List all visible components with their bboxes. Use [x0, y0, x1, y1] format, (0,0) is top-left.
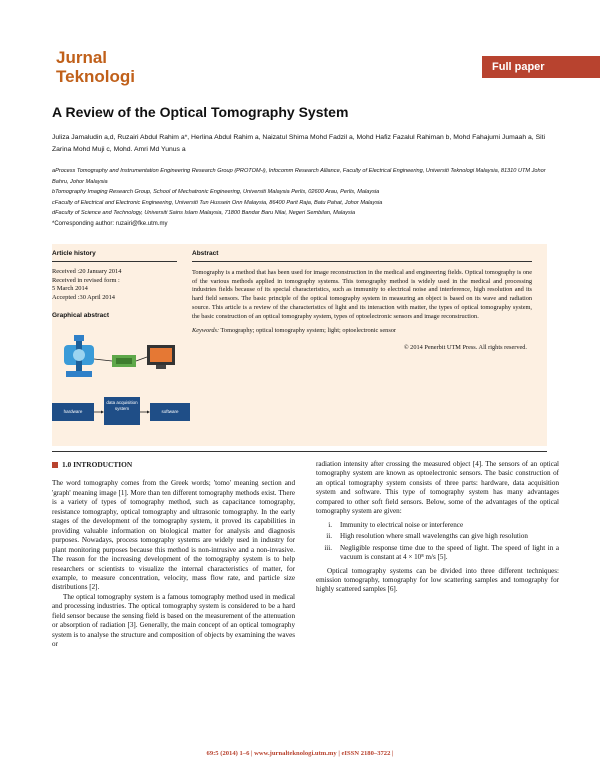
- keywords: [192, 327, 532, 334]
- intro-paragraph-4: Optical tomography systems can be divided into three different techniques: emission tomography, tomography for low scattering samples and tomography for highly scattered samples [6].: [316, 566, 559, 594]
- article-info-column: [52, 250, 177, 445]
- history-heading: Article history: [52, 250, 96, 257]
- revised-date: 5 March 2014: [52, 285, 88, 293]
- paper-title: A Review of the Optical Tomography System: [52, 104, 349, 120]
- affiliation-c: cFaculty of Electrical and Electronic Engineering, Universiti Tun Hussein Onn Malaysia, 86400 Parit Raja, Batu Pahat, Johor Malaysia: [52, 199, 383, 206]
- intro-paragraph-2: The optical tomography system is a famous tomography method used in medical and processing industries. The optical tomography system is considered to be a hard field sensor because the sensing field is based on the measurement of the attenuation or absorption of radiation [3]. Generally, the main concept of an optical tomography system is to analyse the structure and composition of objects by examining the waves or: [52, 592, 295, 649]
- keywords-list: Tomography; optical tomography system; light; optoelectronic sensor: [219, 327, 397, 335]
- author-list: Juliza Jamaludin a,d, Ruzairi Abdul Rahim a*, Herlina Abdul Rahim a, Naizatul Shima Mohd Fadzil a, Mohd Hafiz Fazalul Rahiman b, Mohd Fahajumi Jumaah a, Siti Zarina Mohd Muji c, Mohd. Amri Md Yunus a: [52, 134, 546, 153]
- intro-paragraph-3: radiation intensity after crossing the measured object [4]. The sensors of an optical tomography system are known as optoelectronic sensors. The basic construction of an optical tomography system consists of three parts: hardware, data acquisition system and software. This type of tomography system has many advantages compared to other soft field sensors. Below, some of the advantages of the optical tomography system are given:: [316, 460, 559, 516]
- article-history: [52, 268, 177, 302]
- data-acquisition-box: data acquisition system: [104, 397, 140, 425]
- abstract-section: [192, 250, 532, 351]
- list-number: iii.: [324, 543, 332, 552]
- list-number: i.: [328, 520, 332, 529]
- hardware-box: hardware: [52, 403, 94, 421]
- connector-line: [94, 359, 112, 361]
- heading-marker: [52, 462, 58, 468]
- list-item: [316, 532, 559, 541]
- divider: [52, 261, 177, 262]
- list-item: [316, 544, 559, 563]
- affiliation-a: aProcess Tomography and Instrumentation Engineering Research Group (PROTOM-i), Infocomm Research Alliance, Faculty of Electrical Engineering, Universiti Teknologi Malaysia, 81310 UTM Johor Bahru, Johor Malaysia: [52, 168, 546, 185]
- copyright-notice: © 2014 Penerbit UTM Press. All rights reserved.: [403, 344, 527, 352]
- list-text: Negligible response time due to the speed of light. The speed of light in a vacuum is constant at 4 × 10⁸ m/s [5].: [340, 543, 559, 562]
- received-date: Received :20 January 2014: [52, 268, 122, 275]
- section-heading: [52, 460, 295, 469]
- list-text: High resolution where small wavelengths can give high resolution: [340, 532, 528, 541]
- affiliations: [52, 166, 552, 219]
- revised-label: Received in revised form :: [52, 276, 120, 284]
- list-text: Immunity to electrical noise or interference: [340, 520, 464, 529]
- body-column-right: [316, 460, 559, 595]
- accepted-date: Accepted :30 April 2014: [52, 293, 116, 301]
- list-number: ii.: [326, 532, 332, 541]
- abstract-heading: Abstract: [192, 250, 219, 257]
- tomography-setup-illustration: [52, 327, 192, 397]
- affiliation-b: bTomography Imaging Research Group, School of Mechatronic Engineering, Universiti Malaysia Perlis, 02600 Arau, Perlis, Malaysia: [52, 189, 380, 195]
- abstract-text: Tomography is a method that has been used for image reconstruction in the medical and engineering fields. Optical tomography is one of the various methods applied in tomography systems. This tomography method is widely used in the medical and processing industries fields because of its special characteristics, such as immunity to electrical noise and interference, high resolution and its hard field sensors. The basic principle of the optical tomography system in measuring an object is based on its wave and radiation source. This article is a review of the characteristics of light and its interaction with matter, the types of optical tomography system, the basic construction of an optical tomography system, types of optoelectronic sensors and image reconstruction.: [192, 269, 532, 320]
- sensor-rig-icon: [64, 335, 94, 377]
- page-footer: 69:5 (2014) 1–6 | www.jurnalteknologi.utm.my | eISSN 2180–3722 |: [206, 750, 394, 757]
- section-heading-text: 1.0 INTRODUCTION: [62, 460, 133, 469]
- graphical-abstract-figure: [52, 325, 192, 445]
- journal-name-line1: Jurnal: [56, 48, 108, 67]
- list-item: [316, 521, 559, 530]
- paper-type-badge: Full paper: [482, 56, 600, 78]
- software-box: software: [150, 403, 190, 421]
- journal-name-line2: Teknologi: [56, 67, 136, 86]
- computer-icon: [147, 345, 175, 369]
- body-column-left: [52, 460, 295, 650]
- acquisition-board-icon: [112, 355, 136, 367]
- affiliation-d: dFaculty of Science and Technology, Universiti Sains Islam Malaysia, 71800 Bandar Baru Nilai, Negeri Sembilan, Malaysia: [52, 210, 356, 216]
- keywords-label: Keywords:: [192, 327, 220, 335]
- journal-logo: [56, 48, 156, 88]
- connector-line: [136, 357, 147, 361]
- divider: [192, 261, 532, 262]
- graphical-abstract-heading: Graphical abstract: [52, 312, 110, 320]
- section-divider: [52, 451, 547, 452]
- advantages-list: [316, 521, 559, 563]
- corresponding-author: *Corresponding author: ruzairi@fke.utm.my: [52, 221, 168, 227]
- intro-paragraph-1: The word tomography comes from the Greek words; 'tomo' meaning section and 'graph' meaning image [1]. More than ten different tomography methods exist. There is a variety of types of tomography method, such as capacitance tomography, resistance tomography, optical tomography and ultrasonic tomography. In the early stages of the development of the tomography system, it proved its capabilities in providing valuable information on biological matter for analysis and diagnosis purposes. Nowadays, process tomography systems are widely used in industry for plant monitoring purposes because this method is non-intrusive and a non-invasive. The reason for the increasing development of the tomography system is to help researchers or scientists to visualize the internal characteristics of matter, for example, to measure concentration, velocity, mass flow rate, and particle size distributions [2].: [52, 479, 295, 592]
